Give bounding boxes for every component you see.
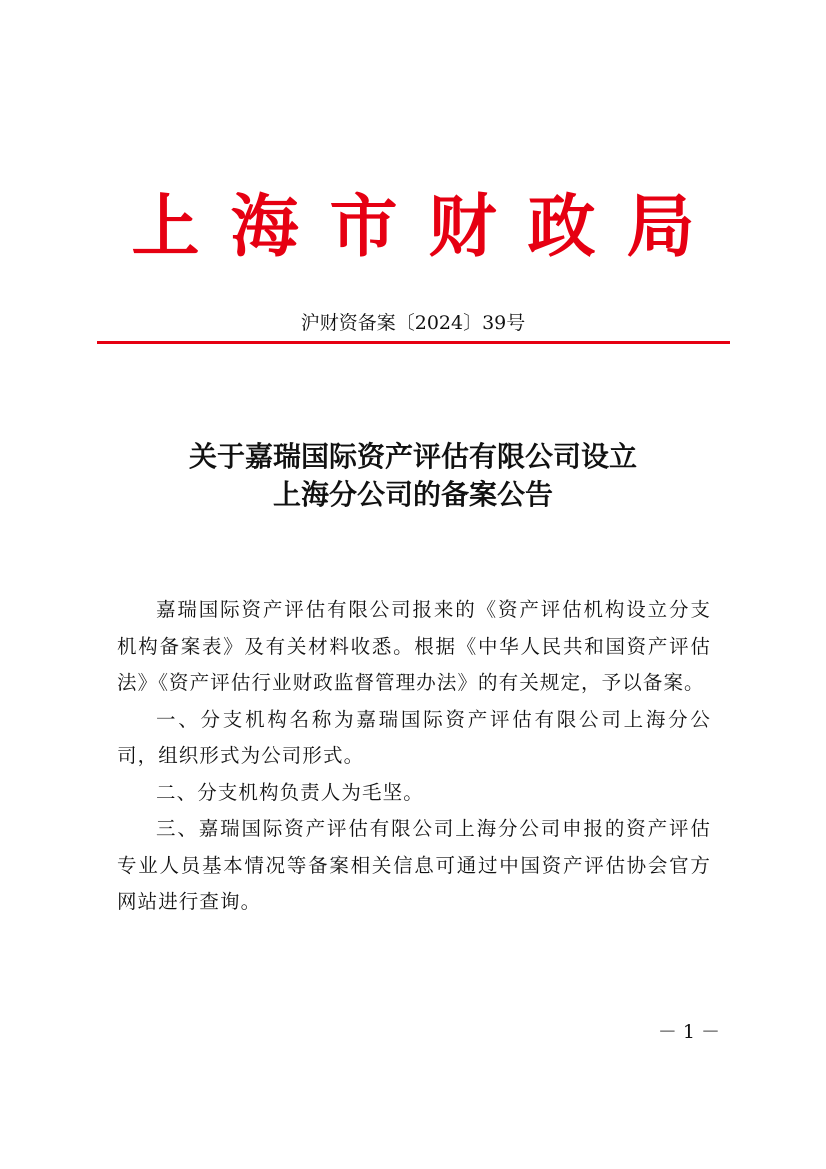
red-divider-line bbox=[97, 341, 730, 344]
issuer-header: 上海市财政局 bbox=[131, 187, 726, 267]
document-number: 沪财资备案〔2024〕39号 bbox=[300, 312, 526, 334]
body-paragraph-item-3: 三、嘉瑞国际资产评估有限公司上海分公司申报的资产评估专业人员基本情况等备案相关信息可通过中国资产评估协会官方网站进行查询。 bbox=[117, 817, 711, 913]
body-paragraph-item-1: 一、分支机构名称为嘉瑞国际资产评估有限公司上海分公司，组织形式为公司形式。 bbox=[117, 707, 711, 767]
page-number: － 1 － bbox=[657, 1021, 720, 1043]
body-paragraph-intro: 嘉瑞国际资产评估有限公司报来的《资产评估机构设立分支机构备案表》及有关材料收悉。根据《中华人民共和国资产评估法》《资产评估行业财政监督管理办法》的有关规定，予以备案。 bbox=[117, 598, 711, 694]
document-title-line-1: 关于嘉瑞国际资产评估有限公司设立 bbox=[188, 440, 637, 473]
document-body bbox=[117, 592, 711, 921]
document-title-line-2: 上海分公司的备案公告 bbox=[272, 478, 553, 511]
document-title bbox=[0, 438, 826, 514]
body-paragraph-item-2: 二、分支机构负责人为毛坚。 bbox=[156, 780, 424, 804]
